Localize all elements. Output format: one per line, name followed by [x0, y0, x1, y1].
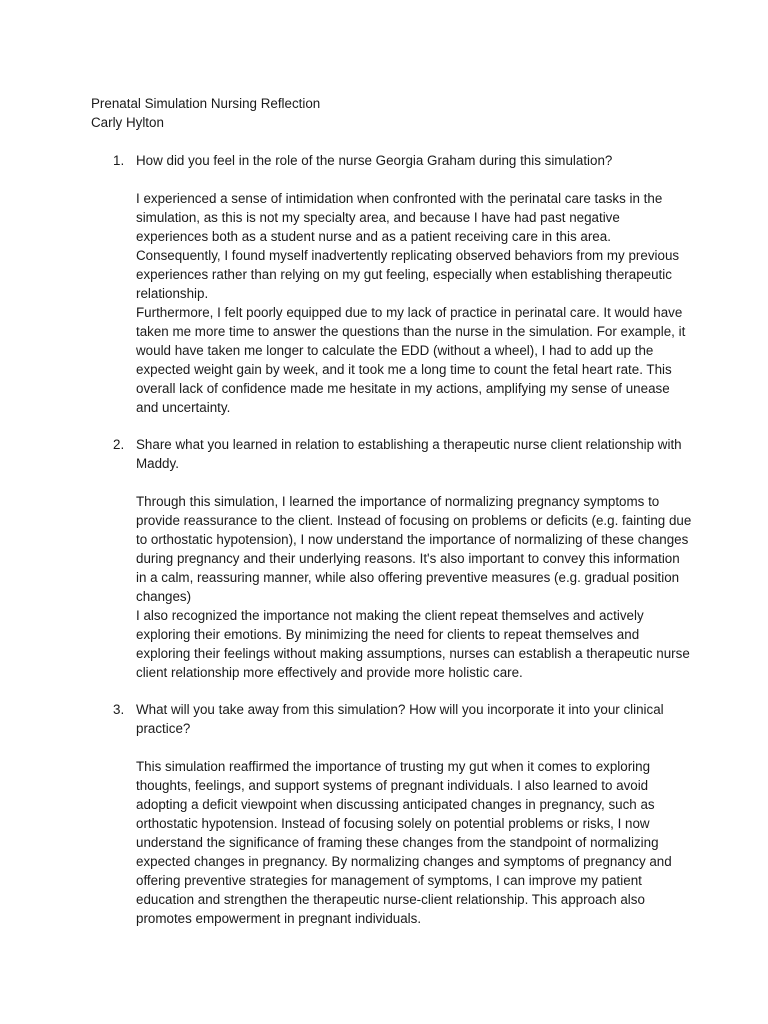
question-1 — [113, 151, 693, 417]
question-2 — [113, 435, 693, 682]
answer-paragraph: This simulation reaffirmed the importance of trusting my gut when it comes to exploring thoughts, feelings, and support systems of pregnant individuals. I also learned to avoid adopting a deficit viewpoint when discussing anticipated changes in pregnancy, such as orthostatic hypotension. Instead of focusing solely on potential problems or risks, I now understand the significance of framing these changes from the standpoint of normalizing expected changes in pregnancy. By normalizing changes and symptoms of pregnancy and offering preventive strategies for management of symptoms, I can improve my patient education and strengthen the therapeutic nurse-client relationship. This approach also promotes empowerment in pregnant individuals. — [136, 759, 672, 926]
question-number: 1. — [113, 153, 125, 168]
question-number: 3. — [113, 702, 125, 717]
question-number: 2. — [113, 437, 125, 452]
answer-block — [136, 492, 693, 682]
document-title: Prenatal Simulation Nursing Reflection — [91, 96, 321, 111]
question-text: How did you feel in the role of the nurse Georgia Graham during this simulation? — [136, 153, 613, 168]
document-header — [91, 94, 320, 132]
question-text: Share what you learned in relation to establishing a therapeutic nurse client relationship with Maddy. — [136, 437, 682, 471]
answer-paragraph: I experienced a sense of intimidation when confronted with the perinatal care tasks in the simulation, as this is not my specialty area, and because I have had past negative experiences both as a student nurse and as a patient receiving care in this area. Consequently, I found myself inadvertently replicating observed behaviors from my previous experiences rather than relying on my gut feeling, especially when establishing therapeutic relationship. — [136, 191, 680, 301]
answer-paragraph: Furthermore, I felt poorly equipped due to my lack of practice in perinatal care. It would have taken me more time to answer the questions than the nurse in the simulation. For example, it would have taken me longer to calculate the EDD (without a wheel), I had to add up the expected weight gain by week, and it took me a long time to count the fetal heart rate. This overall lack of confidence made me hesitate in my actions, amplifying my sense of unease and uncertainty. — [136, 305, 686, 415]
answer-block — [136, 189, 693, 417]
question-text: What will you take away from this simulation? How will you incorporate it into your clinical practice? — [136, 702, 664, 736]
document-author: Carly Hylton — [91, 115, 164, 130]
answer-paragraph: I also recognized the importance not making the client repeat themselves and actively exploring their emotions. By minimizing the need for clients to repeat themselves and exploring their feelings without making assumptions, nurses can establish a therapeutic nurse client relationship more effectively and provide more holistic care. — [136, 608, 690, 680]
question-3 — [113, 700, 693, 928]
answer-block — [136, 757, 693, 928]
answer-paragraph: Through this simulation, I learned the importance of normalizing pregnancy symptoms to provide reassurance to the client. Instead of focusing on problems or deficits (e.g. fainting due to orthostatic hypotension), I now understand the importance of normalizing of these changes during pregnancy and their underlying reasons. It's also important to convey this information in a calm, reassuring manner, while also offering preventive measures (e.g. gradual position changes) — [136, 494, 692, 604]
